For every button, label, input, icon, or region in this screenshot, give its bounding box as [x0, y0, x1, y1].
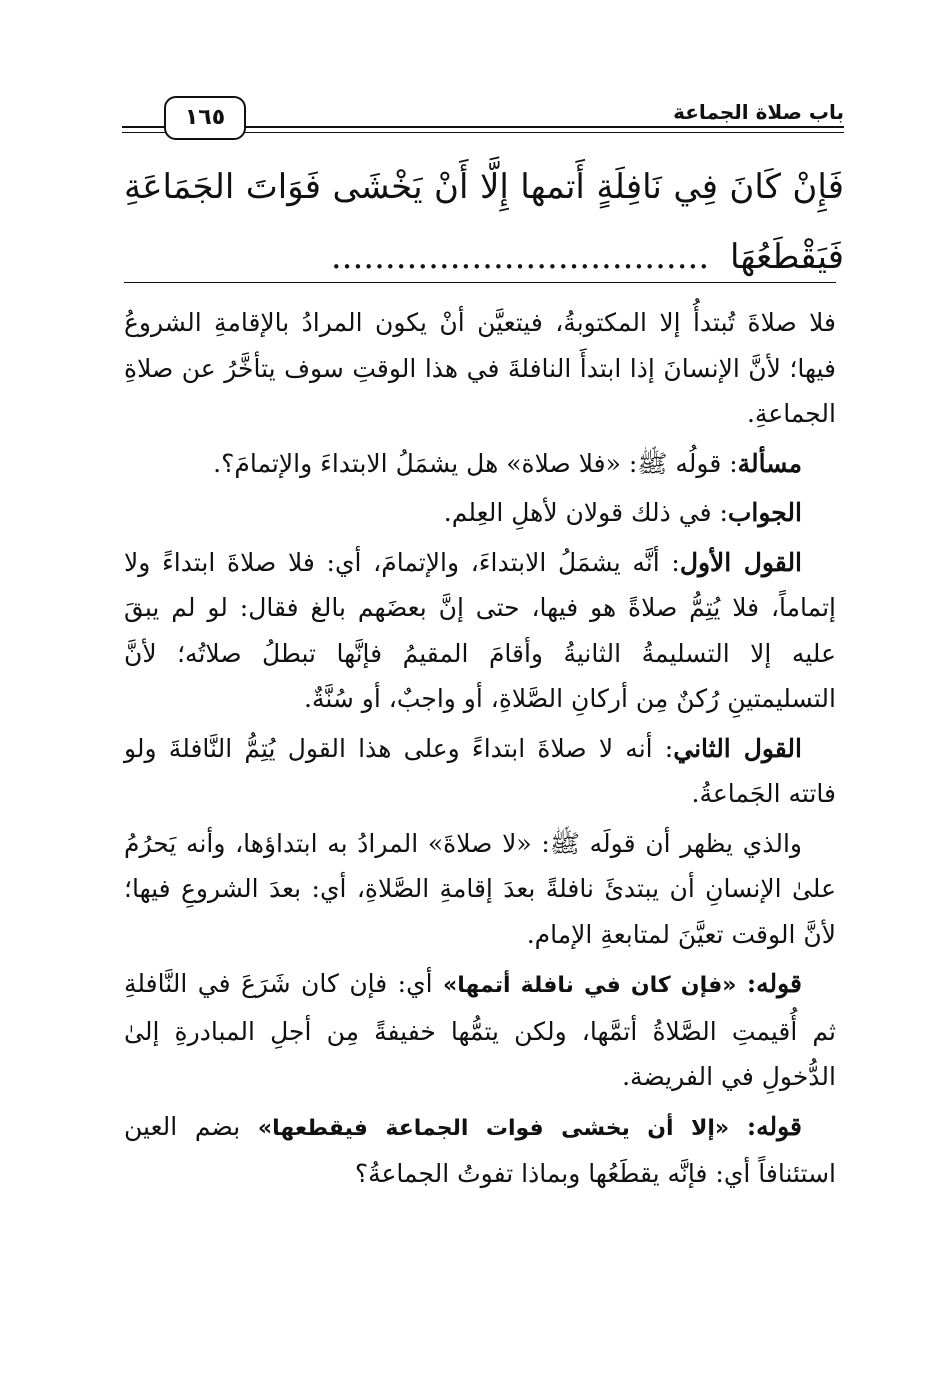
- page-number: ١٦٥: [164, 96, 246, 140]
- masala-text: : قولُه ﷺ: «فلا صلاة» هل يشمَلُ الابتداءَ والإتمامَ؟.: [213, 448, 738, 478]
- paragraph-first-opinion: [124, 540, 836, 722]
- paragraph-qawluh-2: [124, 1104, 836, 1197]
- answer-text: : في ذلك قولان لأهلِ العِلم.: [443, 498, 728, 527]
- page-header: [122, 92, 844, 148]
- paragraph-qawluh-1: [124, 961, 836, 1100]
- matn-dots: ...................................: [330, 237, 710, 277]
- matn-line: فَإِنْ كَانَ فِي نَافِلَةٍ أَتمها إِلَّا أَنْ يَخْشَى فَوَاتَ الجَمَاعَةِ فَيَقْطَعُهَا: [124, 167, 844, 277]
- chapter-title: باب صلاة الجماعة: [673, 100, 844, 124]
- masala-label: مسألة: [737, 448, 802, 478]
- qawluh-quote-1: «فإن كان في نافلة أتمها»: [443, 973, 737, 998]
- first-opinion-text: : أنَّه يشمَلُ الابتداءَ، والإتمامَ، أي: فلا صلاةَ ابتداءً ولا إتماماً، فلا يُتِمُّ صلاةً هو فيها، حتى إنَّ بعضَهم بالغ فقال: لو لم يبقَ عليه إلا التسليمةُ الثانيةُ وأقامَ المقيمُ فإنَّها تبطلُ صلاتُه؛ لأنَّ التسليمتينِ رُكنٌ مِن أركانِ الصَّلاةِ، أو واجبٌ، أو سُنَّةٌ.: [124, 547, 836, 713]
- answer-label: الجواب: [727, 498, 802, 527]
- paragraph-second-opinion: [124, 726, 836, 817]
- paragraph-answer: [124, 490, 836, 536]
- qawluh-text-2: بضم العين استئنافاً أي: فإنَّه يقطَعُها وبماذا تفوتُ الجماعةُ؟: [124, 1111, 836, 1188]
- matn-divider: [124, 282, 836, 283]
- matn-text: [124, 152, 844, 292]
- qawluh-label-2: قوله:: [746, 1111, 802, 1141]
- qawluh-quote-2: «إلا أن يخشى فوات الجماعة فيقطعها»: [257, 1115, 730, 1141]
- qawluh-label-1: قوله:: [746, 969, 802, 998]
- paragraph-masala: [124, 441, 836, 487]
- second-opinion-label: القول الثاني: [673, 733, 802, 763]
- paragraph-preferred: والذي يظهر أن قولَه ﷺ: «لا صلاةَ» المرادُ به ابتداؤها، وأنه يَحرُمُ علىٰ الإنسانِ أن يبتدئَ نافلةً بعدَ إقامةِ الصَّلاةِ، أي: بعدَ الشروعِ فيها؛ لأنَّ الوقت تعيَّنَ لمتابعةِ الإمام.: [124, 828, 836, 949]
- first-opinion-label: القول الأول: [679, 547, 803, 577]
- commentary: [124, 300, 836, 1201]
- second-opinion-text: : أنه لا صلاةَ ابتداءً وعلى هذا القول يُتِمُّ النَّافلةَ ولو فاتته الجَماعةُ.: [124, 733, 836, 808]
- qawluh-text-1: أي: فإن كان شَرَعَ في النَّافلةِ ثم أُقيمتِ الصَّلاةُ أتمَّها، ولكن يتمُّها خفيفةً مِن أجلِ المبادرةِ إلىٰ الدُّخولِ في الفريضة.: [124, 969, 836, 1091]
- paragraph-1: فلا صلاةَ تُبتدأُ إلا المكتوبةُ، فيتعيَّن أنْ يكون المرادُ بالإقامةِ الشروعُ فيها؛ لأنَّ الإنسانَ إذا ابتدأَ النافلةَ في هذا الوقتِ سوف يتأخَّرُ عن صلاةِ الجماعةِ.: [124, 308, 836, 428]
